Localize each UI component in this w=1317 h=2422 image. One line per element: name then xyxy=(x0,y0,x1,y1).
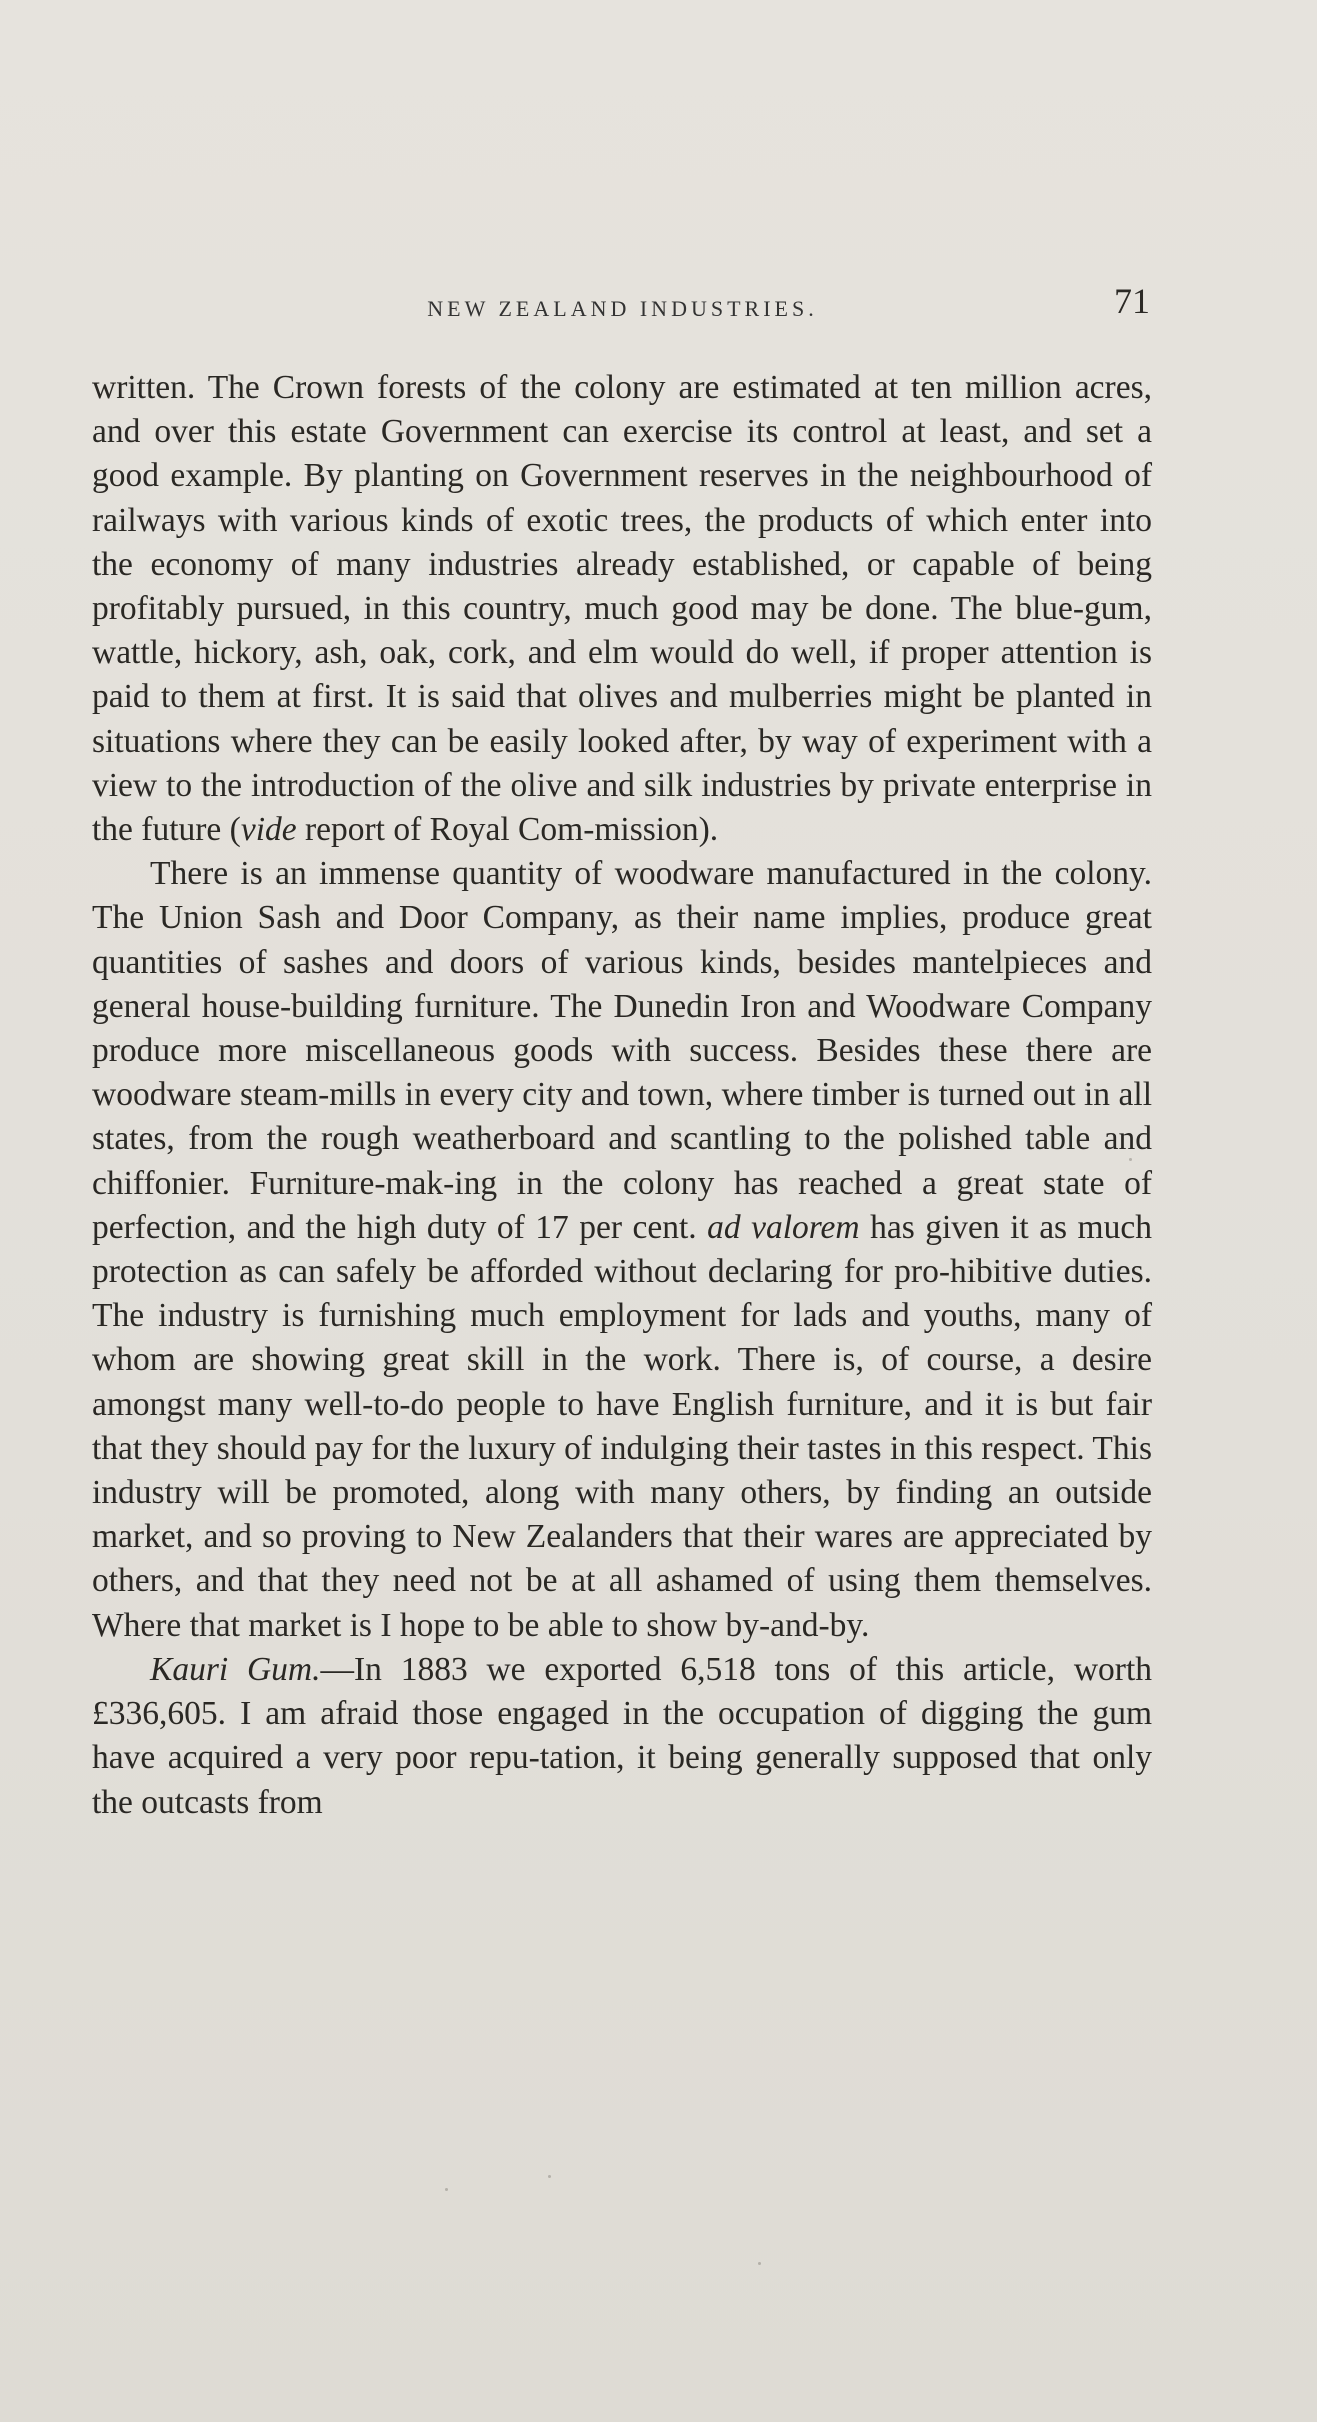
paragraph-text: has given it as much protection as can safely be afforded without declaring for pro-hibitive duties. The industry is furnishing much employment for lads and youths, many of whom are showing great skill in the work. There is, of course, a desire amongst many well-to-do people to have English furniture, and it is but fair that they should pay for the luxury of indulging their tastes in this respect. This industry will be promoted, along with many others, by finding an outside market, and so proving to New Zealanders that their wares are appreciated by others, and that they need not be at all ashamed of using them themselves. Where that market is I hope to be able to show by-and-by. xyxy=(92,1208,1152,1644)
paper-speck xyxy=(548,2175,551,2178)
running-head xyxy=(95,280,1150,340)
running-head-title: NEW ZEALAND INDUSTRIES. xyxy=(427,296,818,321)
paragraph-crown-forests xyxy=(92,366,1152,852)
paragraph-text: written. The Crown forests of the colony are estimated at ten million acres, and over this estate Government can exercise its control at least, and set a good example. By planting on Government reserves in the neighbourhood of railways with various kinds of exotic trees, the products of which enter into the economy of many industries already established, or capable of being profitably pursued, in this country, much good may be done. The blue-gum, wattle, hickory, ash, oak, cork, and elm would do well, if proper attention is paid to them at first. It is said that olives and mulberries might be planted in situations where they can be easily looked after, by way of experiment with a view to the introduction of the olive and silk industries by private enterprise in the future ( xyxy=(92,369,1152,849)
italic-term-vide: vide xyxy=(240,811,297,849)
paragraph-kauri-gum xyxy=(92,1648,1152,1825)
body-text xyxy=(92,366,1152,1825)
paragraph-text: report of Royal Com-mission). xyxy=(296,811,719,849)
italic-term-ad-valorem: ad valorem xyxy=(707,1208,860,1246)
paper-speck xyxy=(758,2262,761,2265)
paragraph-text: There is an immense quantity of woodware manufactured in the colony. The Union Sash and Door Company, as their name implies, produce great quantities of sashes and doors of various kinds, besides mantelpieces and general house-building furniture. The Dunedin Iron and Woodware Company produce more miscellaneous goods with success. Besides these there are woodware steam-mills in every city and town, where timber is turned out in all states, from the rough weatherboard and scantling to the polished table and chiffonier. Furniture-mak-ing in the colony has reached a great state of perfection, and the high duty of 17 per cent. xyxy=(92,855,1152,1246)
paragraph-text: —In 1883 we exported 6,518 tons of this article, worth £336,605. I am afraid those engaged in the occupation of digging the gum have acquired a very poor repu-tation, it being generally supposed that only the outcasts from xyxy=(92,1650,1152,1821)
paper-speck xyxy=(1129,1158,1132,1161)
paper-speck xyxy=(445,2188,448,2191)
paragraph-woodware xyxy=(92,852,1152,1648)
section-heading-kauri-gum: Kauri Gum. xyxy=(150,1650,321,1688)
page-number: 71 xyxy=(1114,281,1150,321)
